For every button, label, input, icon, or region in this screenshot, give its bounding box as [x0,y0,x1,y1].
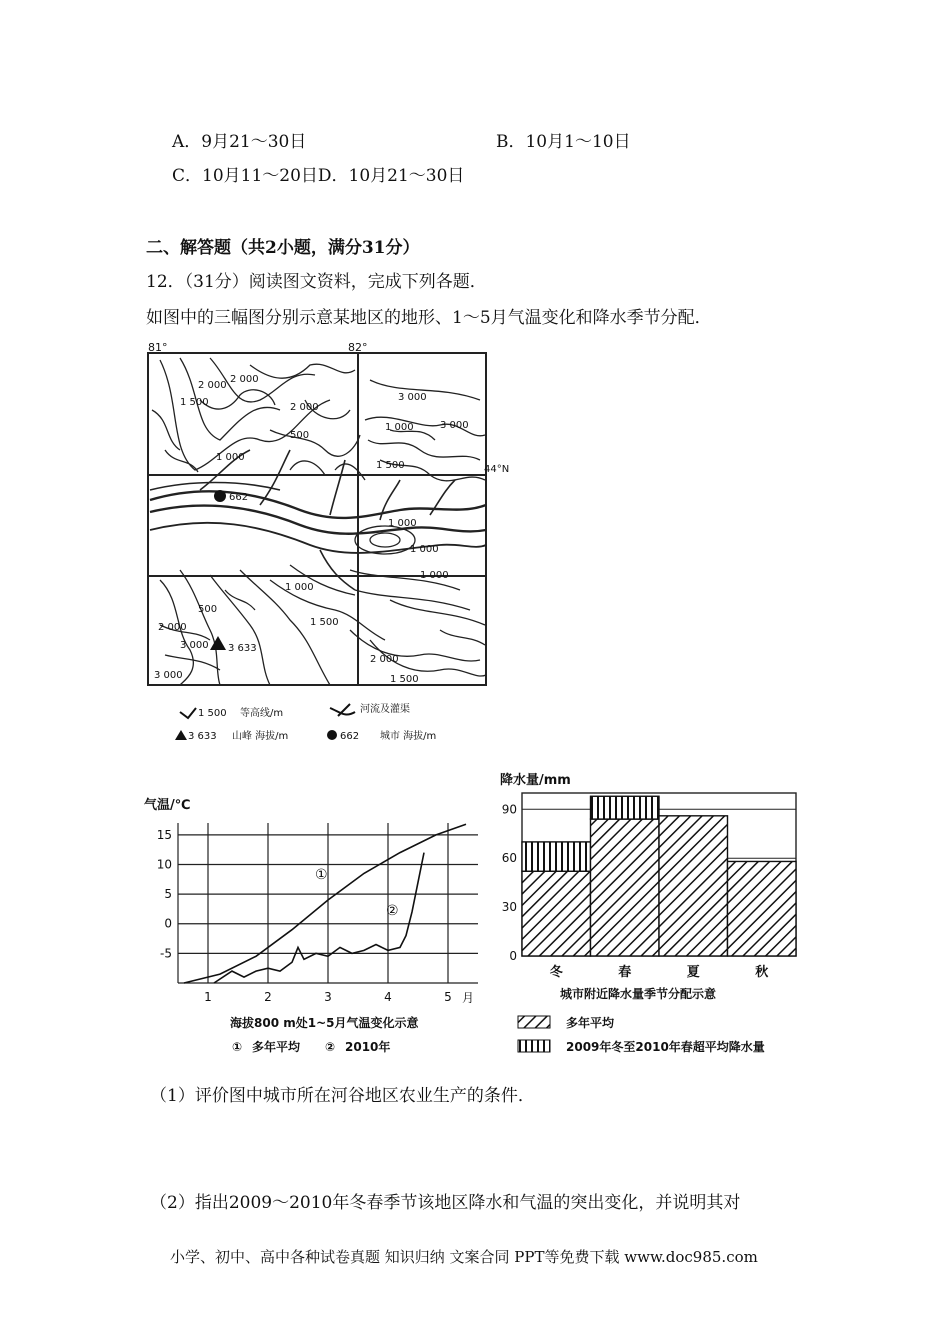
legend-river-label: 河流及灌渠 [360,704,410,715]
option-a: A．9月21～30日 [172,132,307,152]
temp-legend-marker-2: ② [325,1040,336,1054]
temp-y-tick: 0 [164,916,172,931]
temp-y-tick: 5 [164,887,172,902]
legend-city-label: 城市 海拔/m [380,731,437,742]
series-marker-1: ① [315,867,328,883]
temp-x-tick: 1 [204,990,212,1004]
peak-legend-icon [175,730,187,740]
bar-average [522,871,591,956]
precip-category-label: 春 [618,965,632,980]
temperature-chart [140,795,490,1060]
section-heading: 二、解答题（共2小题，满分31分） [146,238,420,258]
contour-label: 3 000 [398,392,427,403]
temp-y-tick: 10 [156,857,172,872]
city-elevation: 662 [229,492,249,503]
temp-x-tick: 3 [324,990,332,1004]
legend-excess-swatch [518,1040,550,1052]
contour-label: 1 500 [390,674,419,685]
contour-label: 1 000 [385,422,414,433]
contour-label: 2 000 [290,402,319,413]
precip-legend-2: 2009年冬至2010年春超平均降水量 [566,1040,765,1054]
contour-label: 3 000 [440,420,469,431]
question-stem: 12．（31分）阅读图文资料，完成下列各题． [146,272,487,292]
precip-caption: 城市附近降水量季节分配示意 [560,987,717,1001]
contour-label: 2 000 [198,380,227,391]
temp-series-line-1 [184,824,466,983]
precip-y-tick: 0 [509,949,517,963]
legend-contour-value: 1 500 [198,708,227,719]
temp-legend-label-1: 多年平均 [252,1040,301,1054]
legend-avg-swatch [518,1016,550,1028]
temp-y-tick: -5 [160,946,172,961]
temp-caption: 海拔800 m处1~5月气温变化示意 [230,1016,419,1030]
temp-legend-marker-1: ① [232,1040,243,1054]
temp-x-label: 月 [462,991,475,1005]
contour-label: 1 500 [180,397,209,408]
page-footer: 小学、初中、高中各种试卷真题 知识归纳 文案合同 PPT等免费下载 www.doc985.com [170,1248,758,1266]
peak-elevation: 3 633 [228,643,257,654]
contour-label: 1 000 [285,582,314,593]
temp-y-label: 气温/℃ [144,798,191,813]
precip-legend-1: 多年平均 [566,1016,615,1030]
temp-legend-label-2: 2010年 [345,1040,391,1054]
contour-label: 500 [198,604,218,615]
legend-city-value: 662 [340,731,360,742]
bar-excess [522,842,591,871]
contour-legend-icon [180,708,196,718]
option-c-d: C．10月11～20日D．10月21～30日 [172,166,465,186]
temp-x-tick: 2 [264,990,272,1004]
lon-label-82: 82° [348,341,368,354]
precipitation-chart [500,768,820,1063]
topographic-map [140,340,510,750]
precip-y-tick: 90 [501,802,517,817]
bar-average [728,861,797,956]
precip-y-tick: 60 [501,851,517,866]
legend-peak-value: 3 633 [188,731,217,742]
contour-label: 1 000 [216,452,245,463]
precip-y-label: 降水量/mm [500,773,571,788]
map-legend [175,702,436,742]
contour-label: 3 000 [180,640,209,651]
legend-contour-label: 等高线/m [240,708,284,719]
precip-category-label: 秋 [755,965,769,980]
city-marker-icon [214,490,226,502]
series-marker-2: ② [386,903,399,919]
peak-marker-icon [210,636,226,650]
contour-label: 1 500 [310,617,339,628]
question-intro: 如图中的三幅图分别示意某地区的地形、1～5月气温变化和降水季节分配． [146,308,712,328]
bar-excess [591,796,660,819]
bar-average [659,816,728,956]
precip-category-label: 夏 [686,965,700,980]
contour-label: 2 000 [230,374,259,385]
bar-average [591,819,660,956]
legend-peak-label: 山峰 海拔/m [232,731,289,742]
precip-category-label: 冬 [549,965,563,980]
sub-question-2: （2）指出2009～2010年冬春季节该地区降水和气温的突出变化，并说明其对 [150,1193,741,1213]
sub-question-1: （1）评价图中城市所在河谷地区农业生产的条件． [150,1086,535,1106]
temp-y-tick: 15 [156,827,172,842]
city-legend-icon [327,730,337,740]
river-legend-icon [330,704,355,716]
contour-label: 3 000 [154,670,183,681]
contour-label: 1 000 [420,570,449,581]
contour-label: 1 000 [410,544,439,555]
lat-label-44n: 44°N [484,464,510,475]
contour-label: 1 000 [388,518,417,529]
temp-x-tick: 4 [384,990,392,1004]
contour-label: 2 000 [158,622,187,633]
contour-label: 2 000 [370,654,399,665]
temp-x-tick: 5 [444,990,452,1004]
contour-label: 1 500 [376,460,405,471]
option-b: B．10月1～10日 [496,132,631,152]
lon-label-81: 81° [148,341,168,354]
contour-label: 500 [290,430,310,441]
precip-y-tick: 30 [501,900,517,915]
